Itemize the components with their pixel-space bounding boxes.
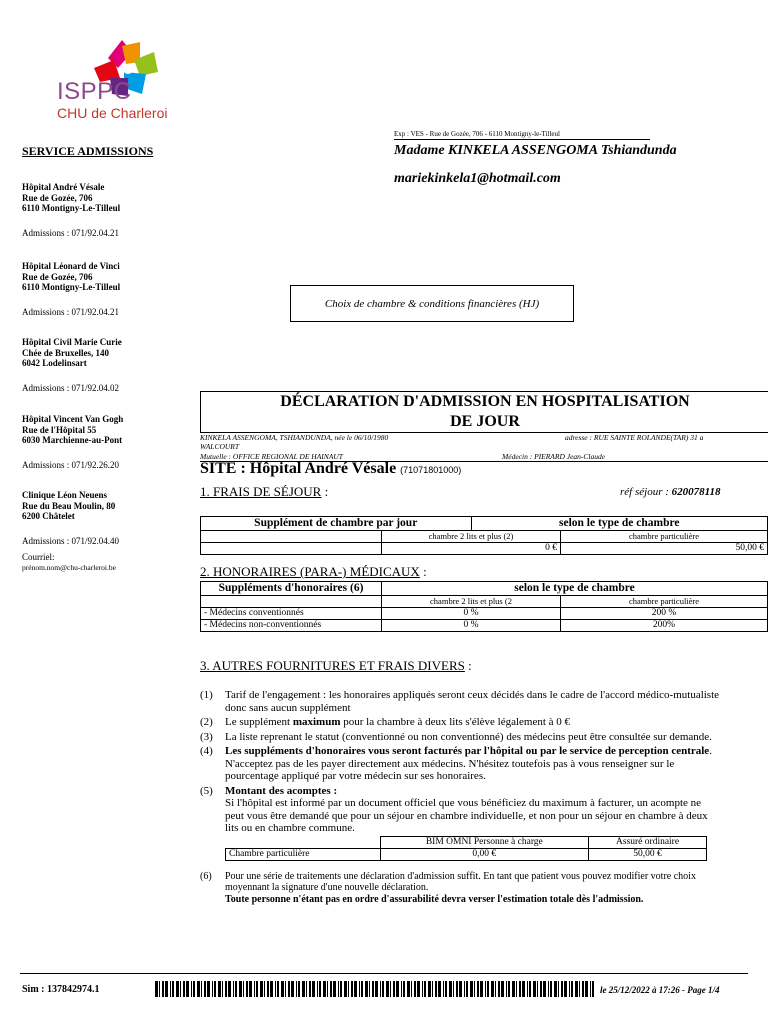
note-text: pour la chambre à deux lits s'élève légalement à 0 € [340,716,571,728]
hospital-city: 6200 Châtelet [22,511,75,521]
sidebar-title: SERVICE ADMISSIONS [22,144,154,158]
medecin: Médecin : PIERARD Jean-Claude [502,452,606,461]
declaration-title-line2: DE JOUR [450,413,520,430]
hospital-admissions: Admissions : 071/92.04.40 [22,535,120,546]
note-title: Montant des acomptes : [225,784,338,797]
hospital-city: 6030 Marchienne-au-Pont [22,435,123,445]
note-text: Pour une série de traitements une déclaration d'admission suffit. En tant que patient vous pouvez modifier votre choix moyennant la signature d'une nouvelle déclaration. [225,870,696,893]
note-number: (2) [200,716,213,728]
table-row [226,848,707,860]
hospital-street: Rue de l'Hôpital 55 [22,424,97,435]
note-number: (6) [200,870,212,882]
section2-title [200,564,427,580]
acompte-head-2: Assuré ordinaire [589,836,707,848]
recipient-name: Madame KINKELA ASSENGOMA Tshiandunda [394,143,677,158]
honoraires-table [200,581,768,632]
note-text-bold: maximum [292,716,341,728]
hospital-admissions: Admissions : 071/92.04.21 [22,227,120,238]
honoraires-col2: chambre particulière [561,596,768,608]
note-text: Tarif de l'engagement : les honoraires appliqués seront ceux décidés dans le cadre de l'accord médico-mutualiste donc sans aucun supplément [225,689,720,714]
note-item [200,745,720,783]
section3-title [200,658,472,674]
hospital-admissions: Admissions : 071/92.04.02 [22,382,120,393]
hospital-city: 6110 Montigny-Le-Tilleul [22,203,121,213]
section1-title-text: 1. FRAIS DE SÉJOUR [200,484,322,499]
note-text: Le supplément [225,716,293,728]
ref-sejour [620,486,721,498]
section3-title-suffix: : [464,658,472,673]
hospital-street: Rue de Gozée, 706 [22,271,93,282]
mutuelle: Mutuelle : OFFICE REGIONAL DE HAINAUT [200,452,343,461]
note-item [200,716,720,729]
patient-address: adresse : RUE SAINTE ROLANDE(TAR) 31 a [565,433,704,442]
choice-box [290,285,574,322]
note-number: (1) [200,689,213,701]
honoraires-row-v2: 200 % [561,608,768,620]
note-item [200,871,720,906]
table-row [201,620,768,632]
note-number: (5) [200,784,213,797]
honoraires-col1: chambre 2 lits et plus (2 [382,596,561,608]
honoraires-row-v2: 200% [561,620,768,632]
hospital-admissions: Admissions : 071/92.04.21 [22,306,120,317]
note-text: La liste reprenant le statut (conventionné ou non conventionné) des médecins peut être consultée sur demande. [225,730,712,743]
note-item [200,689,720,714]
acompte-table [225,836,707,861]
hospital-name: Hôpital Civil Marie Curie [22,337,122,347]
footer-date: le 25/12/2022 à 17:26 - Page 1/4 [600,985,720,995]
logo-subtitle: CHU de Charleroi [57,105,168,121]
sejour-table [200,516,768,555]
hospital-block [22,182,172,238]
declaration-title [200,391,768,433]
logo-brand: ISPPC [57,78,132,105]
footer-divider [20,973,748,974]
hospital-street: Rue de Gozée, 706 [22,192,93,203]
section2-title-suffix: : [419,564,427,579]
hospital-block [22,490,172,546]
hospital-street: Rue du Beau Moulin, 80 [22,500,116,511]
hospital-street: Chée de Bruxelles, 140 [22,347,109,358]
ref-label: réf séjour : [620,486,669,498]
site-title [200,460,461,478]
footer-sim: Sim : 137842974.1 [22,984,100,995]
sejour-col2: chambre particulière [561,531,768,543]
note-item [200,731,720,744]
courriel-label: Courriel: [22,552,55,562]
section3-title-text: 3. AUTRES FOURNITURES ET FRAIS DIVERS [200,658,465,673]
note-text-bold: Les suppléments d'honoraires vous seront facturés par l'hôpital ou par le service de perception centrale [225,745,710,757]
section1-title-suffix: : [321,484,329,499]
acompte-head-1: BIM OMNI Personne à charge [380,836,589,848]
notes-list [200,689,720,907]
section1-title [200,484,328,500]
sejour-val2: 50,00 € [561,543,768,555]
table-row [201,608,768,620]
acompte-v2: 50,00 € [589,848,707,860]
courriel-value: prénom.nom@chu-charleroi.be [22,562,116,572]
honoraires-row-v1: 0 % [382,608,561,620]
acompte-v1: 0,00 € [380,848,589,860]
hospital-name: Clinique Léon Neuens [22,490,108,500]
sejour-val1: 0 € [382,543,561,555]
acompte-blank [226,836,381,848]
note-text: Si l'hôpital est informé par un document officiel que vous bénéficiez du maximum à facturer, un acompte ne peut vous être demandé que pour un séjour en chambre individuelle, et non pour un séjour en chambre à deux lits ou en chambre commune. [225,797,708,834]
hospital-city: 6042 Lodelinsart [22,358,87,368]
choice-box-label: Choix de chambre & conditions financières (HJ) [324,297,540,310]
hospital-name: Hôpital André Vésale [22,182,105,192]
site-code: (71071801000) [400,465,462,475]
ref-value: 620078118 [671,486,721,498]
note-item [200,785,720,861]
sejour-col1: chambre 2 lits et plus (2) [382,531,561,543]
hospital-name: Hôpital Léonard de Vinci [22,261,120,271]
note-text-bold: Toute personne n'étant pas en ordre d'assurabilité devra verser l'estimation totale dès l'admission. [225,893,644,905]
note-number: (4) [200,745,213,757]
hospital-name: Hôpital Vincent Van Gogh [22,414,124,424]
sejour-head-left: Supplément de chambre par jour [201,517,472,531]
sejour-blank [201,531,382,543]
hospital-block [22,337,172,393]
hospital-block [22,261,172,317]
patient-info: KINKELA ASSENGOMA, TSHIANDUNDA, née le 06/10/1980 [200,433,389,442]
barcode-icon [155,981,595,997]
recipient-email: mariekinkela1@hotmail.com [394,171,561,186]
sejour-head-right: selon le type de chambre [471,517,768,531]
honoraires-row-label: - Médecins conventionnés [201,608,382,620]
sejour-blank [201,543,382,555]
honoraires-head-left: Suppléments d'honoraires (6) [201,582,382,596]
honoraires-row-v1: 0 % [382,620,561,632]
courriel-block [22,552,172,573]
sender-line: Exp : VES - Rue de Gozée, 706 - 6110 Montigny-le-Tilleul [394,130,650,140]
honoraires-head-right: selon le type de chambre [382,582,768,596]
acompte-row-label: Chambre particulière [226,848,381,860]
patient-city: WALCOURT [200,442,240,451]
honoraires-row-label: - Médecins non-conventionnés [201,620,382,632]
site-label: SITE : Hôpital André Vésale [200,460,397,477]
note-number: (3) [200,730,213,743]
hospital-block [22,414,172,470]
hospital-city: 6110 Montigny-Le-Tilleul [22,282,121,292]
section2-title-text: 2. HONORAIRES (PARA-) MÉDICAUX [200,564,420,579]
declaration-title-line1: DÉCLARATION D'ADMISSION EN HOSPITALISATION [280,393,690,410]
honoraires-blank [201,596,382,608]
note-text: . N'acceptez pas de les payer directement aux médecins. N'hésitez toutefois pas à vous renseigner sur le pourcentage appliqué par votre médecin sur ses honoraires. [225,745,712,782]
hospital-admissions: Admissions : 071/92.26.20 [22,459,120,470]
